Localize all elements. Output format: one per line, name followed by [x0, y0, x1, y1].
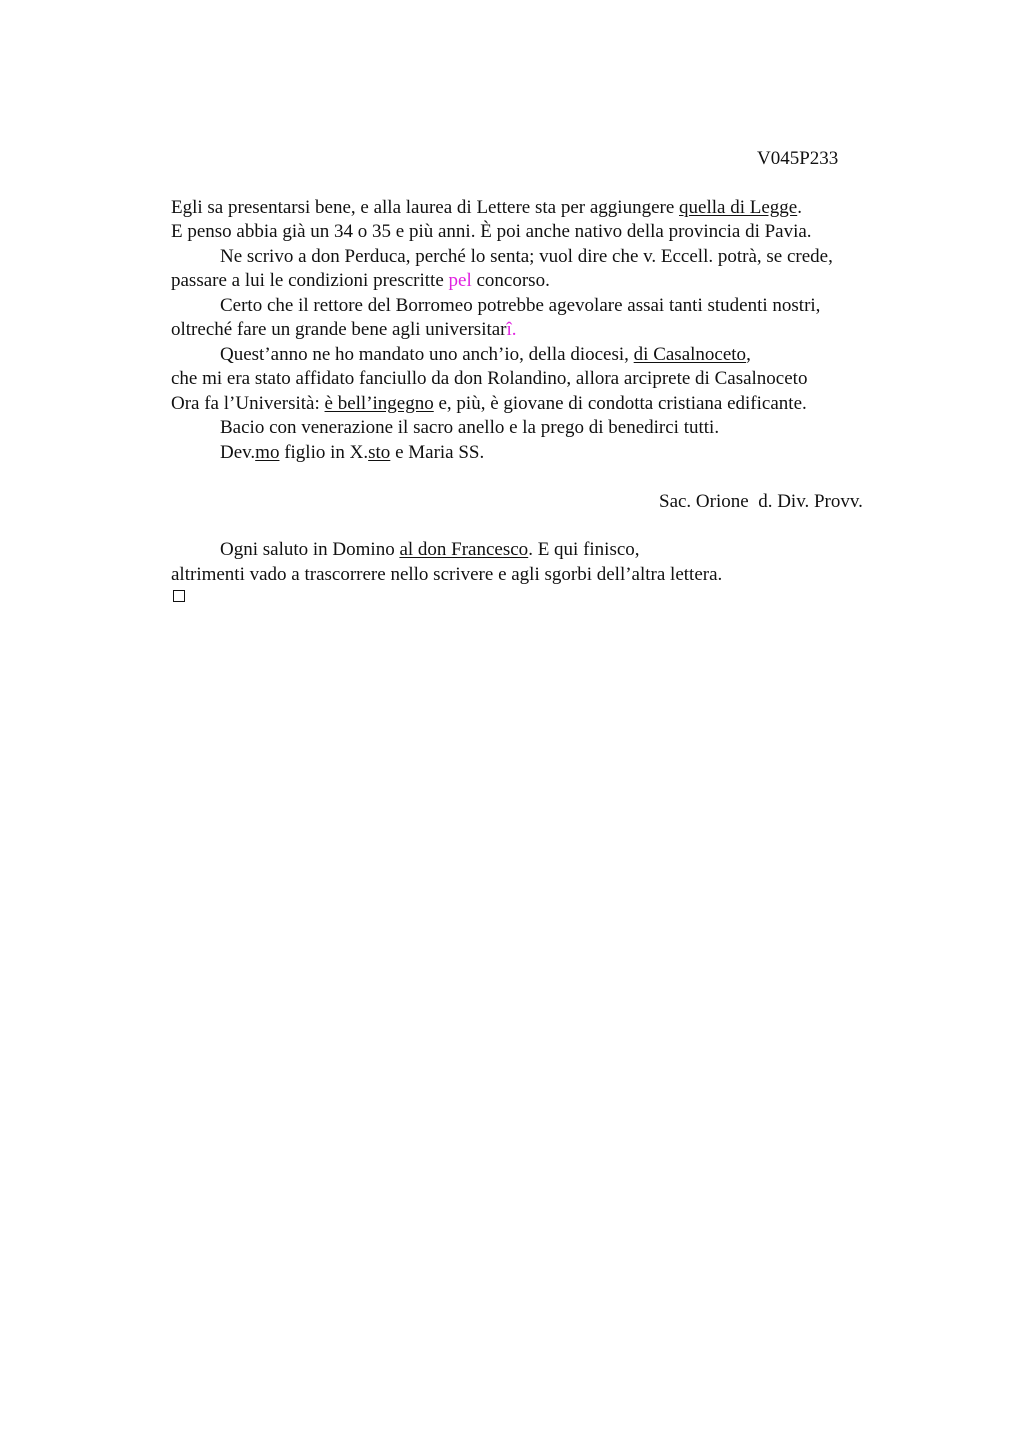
closing-line [220, 441, 484, 465]
underlined-text: mo [255, 442, 280, 463]
text-line: Bacio con venerazione il sacro anello e la prego di benedirci tutti. [220, 417, 720, 438]
text-run: concorso. [471, 270, 550, 291]
postscript-line: altrimenti vado a trascorrere nello scrivere e agli sgorbi dell’altra lettera. [171, 564, 723, 585]
text-line: Certo che il rettore del Borromeo potrebbe agevolare assai tanti studenti nostri, [220, 295, 821, 316]
postscript-line [220, 538, 640, 562]
highlighted-text: pel [448, 270, 472, 291]
underlined-text: al don Francesco [399, 539, 529, 560]
text-line [171, 196, 802, 220]
text-line [171, 392, 807, 416]
text-run: figlio in X. [279, 442, 369, 463]
text-run: Ora fa l’Università: [171, 393, 325, 414]
signature: Sac. Orione d. Div. Provv. [659, 491, 863, 512]
text-run: , [746, 344, 751, 365]
underlined-text: di Casalnoceto [633, 344, 747, 365]
highlighted-text: î. [506, 319, 517, 340]
underlined-text: quella di Legge [679, 197, 798, 218]
text-line [171, 318, 517, 342]
text-line: E penso abbia già un 34 o 35 e più anni. È poi anche nativo della provincia di Pavia. [171, 221, 812, 242]
text-run: e, più, è giovane di condotta cristiana edificante. [433, 393, 807, 414]
text-line [171, 269, 550, 293]
underlined-text: è bell’ingegno [324, 393, 434, 414]
text-line: che mi era stato affidato fanciullo da don Rolandino, allora arciprete di Casalnoceto [171, 368, 808, 389]
text-run: Dev. [220, 442, 256, 463]
text-run: . E qui finisco, [528, 539, 640, 560]
document-reference: V045P233 [757, 148, 839, 169]
text-run: Quest’anno ne ho mandato uno anch’io, della diocesi, [220, 344, 634, 365]
text-run: passare a lui le condizioni prescritte [171, 270, 449, 291]
text-run: oltreché fare un grande bene agli universitar [171, 319, 507, 340]
empty-square-icon [173, 590, 185, 602]
underlined-text: sto [368, 442, 391, 463]
text-run: Egli sa presentarsi bene, e alla laurea di Lettere sta per aggiungere [171, 197, 680, 218]
text-run: e Maria SS. [390, 442, 485, 463]
text-run: Ogni saluto in Domino [220, 539, 400, 560]
text-line [220, 343, 751, 367]
text-line: Ne scrivo a don Perduca, perché lo senta; vuol dire che v. Eccell. potrà, se crede, [220, 246, 833, 267]
text-run: . [797, 197, 802, 218]
